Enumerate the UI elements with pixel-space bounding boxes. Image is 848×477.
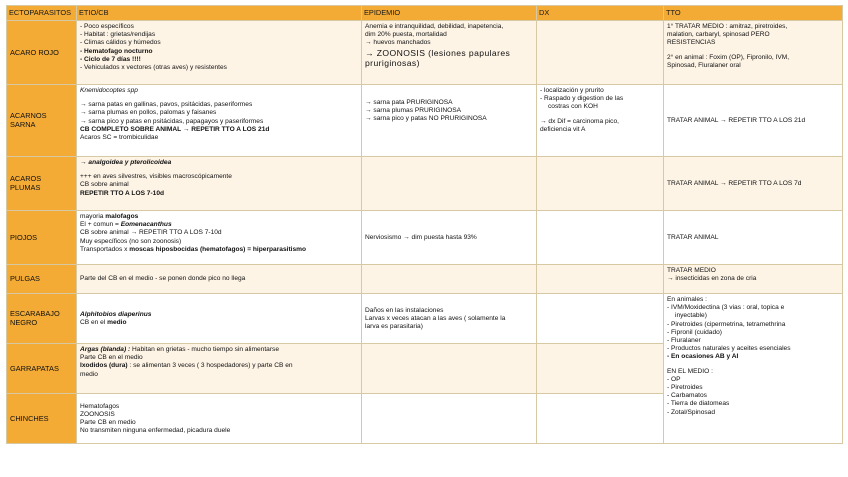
row-acaros-plumas [7,157,843,211]
cell-acarnos-sarna-etio[interactable] [77,85,362,157]
cell-pulgas-tto[interactable] [664,265,843,294]
row-label-piojos[interactable]: PIOJOS [7,211,77,265]
row-label-acaro-rojo[interactable]: ACARO ROJO [7,21,77,85]
text-line: pruriginosas) [365,57,420,68]
cell-escarabajo-dx[interactable] [537,294,664,344]
text-line: - OP [667,375,681,383]
row-label-acarnos-sarna[interactable] [7,85,77,157]
cell-piojos-dx[interactable] [537,211,664,265]
text-line: - Piretroides [667,384,703,392]
text-line: - Habitat : grietas/rendijas [80,31,156,39]
text-line: Parte CB en medio [80,419,136,426]
text-line: El + comun = Eomenacanthus [80,221,172,229]
text-line: costras con KOH [548,103,598,111]
header-epidemio[interactable]: EPIDEMIO [362,6,537,21]
row-label-garrapatas[interactable]: GARRAPATAS [7,344,77,394]
cell-garrapatas-dx[interactable] [537,344,664,394]
cell-acaro-rojo-etio[interactable] [77,21,362,85]
header-ectoparasitos[interactable]: ECTOPARASITOS [7,6,77,21]
text-line: RESISTENCIAS [667,39,716,47]
text-line: - Fipronil (cuidado) [667,328,722,336]
cell-pulgas-epidemio[interactable] [362,265,537,294]
text-line: → dx Dif = carcinoma pico, [540,117,619,125]
text-line: larva es parasitaria) [365,323,423,331]
cell-piojos-etio[interactable] [77,211,362,265]
text-line: malation, carbaryl, spinosad PERO [667,31,770,39]
cell-shared-tto[interactable] [664,294,843,444]
text-line: inyectable) [675,312,707,320]
row-label-acaros-plumas[interactable] [7,157,77,211]
text-line: +++ en aves silvestres, visibles macroscópicamente [80,173,232,181]
text-line: Larvas x veces atacan a las aves ( solamente la [365,314,506,322]
text-line: → sarna pico y patas NO PRURIGINOSA [365,115,487,123]
text-line: 1° TRATAR MEDIO : amitraz, piretroides, [667,23,788,30]
text-line: CB en el medio [80,319,127,326]
text-line: EN EL MEDIO : [667,367,713,375]
cell-acaros-plumas-dx[interactable] [537,157,664,211]
text-line: - Carbamatos [667,392,707,400]
text-line: deficiencia vit A [540,125,586,133]
cell-acaros-plumas-etio[interactable] [77,157,362,211]
text-line: Parte CB en el medio [80,354,143,362]
cell-acaro-rojo-epidemio[interactable] [362,21,537,85]
text-line: - Ciclo de 7 días !!!! [80,55,141,63]
cell-chinches-epidemio[interactable] [362,394,537,444]
header-etio[interactable]: ETIO/CB [77,6,362,21]
header-row [7,6,843,21]
cell-escarabajo-etio[interactable] [77,294,362,344]
text-line: En animales : [667,296,707,303]
text-line: → sarna patas en gallinas, pavos, psitácidas, paseriformes [80,101,253,109]
text-line: CB COMPLETO SOBRE ANIMAL → REPETIR TTO A LOS 21d [80,125,270,133]
text-line: - Tierra de diatomeas [667,400,730,408]
text-line: → ZOONOSIS (lesiones papulares [365,47,511,58]
label-line: ACARNOS [10,111,47,121]
header-dx[interactable]: DX [537,6,664,21]
text-line: Argas (blanda) : Habitan en grietas - mucho tiempo sin alimentarse [80,346,280,353]
text-line: → sarna plumas PRURIGINOSA [365,107,462,115]
text-line: medio [80,370,98,378]
text-line: - IVM/Moxidectina (3 vias : oral, topica e [667,304,785,312]
text-line: 2° en animal : Foxim (OP), Fipronilo, IVM, [667,53,790,61]
cell-pulgas-etio[interactable]: Parte del CB en el medio - se ponen donde pico no llega [77,265,362,294]
label-line: ACAROS [10,174,42,184]
row-label-escarabajo-negro[interactable] [7,294,77,344]
text-line: mayoria malofagos [80,213,139,220]
text-line: dim 20% puesta, mortalidad [365,31,447,39]
text-line: Anemia e intranquilidad, debilidad, inapetencia, [365,23,504,30]
text-line: - Climas cálidos y húmedos [80,39,161,47]
cell-acaro-rojo-tto[interactable] [664,21,843,85]
cell-acarnos-sarna-tto[interactable]: TRATAR ANIMAL → REPETIR TTO A LOS 21d [664,85,843,157]
text-line: Hematofagos [80,402,120,410]
text-line: Alphitobios diaperinus [80,310,152,318]
row-piojos [7,211,843,265]
cell-pulgas-dx[interactable] [537,265,664,294]
text-line: - Poco específicos [80,23,134,30]
cell-acaros-plumas-tto[interactable]: TRATAR ANIMAL → REPETIR TTO A LOS 7d [664,157,843,211]
text-line: → insecticidas en zona de cria [667,275,757,283]
cell-escarabajo-epidemio[interactable] [362,294,537,344]
cell-chinches-etio[interactable] [77,394,362,444]
cell-acaro-rojo-dx[interactable] [537,21,664,85]
text-line: REPETIR TTO A LOS 7-10d [80,189,165,197]
cell-chinches-dx[interactable] [537,394,664,444]
text-line: CB sobre animal [80,181,129,189]
text-line: - Fluralaner [667,337,701,345]
text-line: CB sobre animal → REPETIR TTO A LOS 7-10d [80,229,222,237]
row-acarnos-sarna [7,85,843,157]
label-line: SARNA [10,120,36,129]
text-line: - Piretroides (cipermetrina, tetramethrina [667,320,786,328]
text-line: - Vehiculados x vectores (otras aves) y resistentes [80,64,227,72]
cell-garrapatas-etio[interactable] [77,344,362,394]
row-acaro-rojo [7,21,843,85]
text-line: - Zotal/Spinosad [667,408,716,416]
text-line: ZOONOSIS [80,410,115,418]
row-label-chinches[interactable]: CHINCHES [7,394,77,444]
text-line: → sarna pico y patas en psitácidas, papagayos y paseriformes [80,117,264,125]
text-line: - Hematofago nocturno [80,47,153,55]
text-line: Ixodidos (dura) : se alimentan 3 veces ( 3 hospedadores) y parte CB en [80,362,293,370]
cell-acarnos-sarna-epidemio[interactable] [362,85,537,157]
text-line: Knemidocoptes spp [80,87,138,94]
text-line: → huevos manchados [365,39,431,47]
text-line: - localización y prurito [540,87,604,94]
header-tto[interactable]: TTO [664,6,843,21]
cell-piojos-epidemio[interactable]: Nerviosismo → dim puesta hasta 93% [362,211,537,265]
cell-acaros-plumas-epidemio[interactable] [362,157,537,211]
cell-garrapatas-epidemio[interactable] [362,344,537,394]
text-line: Daños en las instalaciones [365,306,444,314]
label-line: NEGRO [10,318,38,327]
text-line: No transmiten ninguna enfermedad, picadura duele [80,427,231,435]
text-line: - Productos naturales y aceites esenciales [667,345,791,353]
text-line: Transportados x moscas hiposbocidas (hematofagos) = hiperparasitismo [80,245,307,253]
label-line: ESCARABAJO [10,309,60,319]
text-line: TRATAR MEDIO [667,267,716,274]
ectoparasitos-table [6,5,843,444]
row-escarabajo-negro [7,294,843,344]
text-line: - En ocasiones AB y AI [667,353,739,361]
text-line: → analgoidea y pterolicoidea [80,159,172,166]
text-line: - Raspado y digestion de las [540,95,624,103]
label-line: PLUMAS [10,183,41,192]
text-line: Muy específicos (no son zoonosis) [80,237,182,245]
cell-acarnos-sarna-dx[interactable] [537,85,664,157]
text-line: → sarna plumas en pollos, palomas y faisanes [80,109,217,117]
cell-piojos-tto[interactable]: TRATAR ANIMAL [664,211,843,265]
text-line: Spinosad, Fluralaner oral [667,61,741,69]
text-line: Acaros SC = trombiculidae [80,134,159,142]
text-line: → sarna pata PRURIGINOSA [365,99,453,106]
row-pulgas [7,265,843,294]
row-label-pulgas[interactable]: PULGAS [7,265,77,294]
